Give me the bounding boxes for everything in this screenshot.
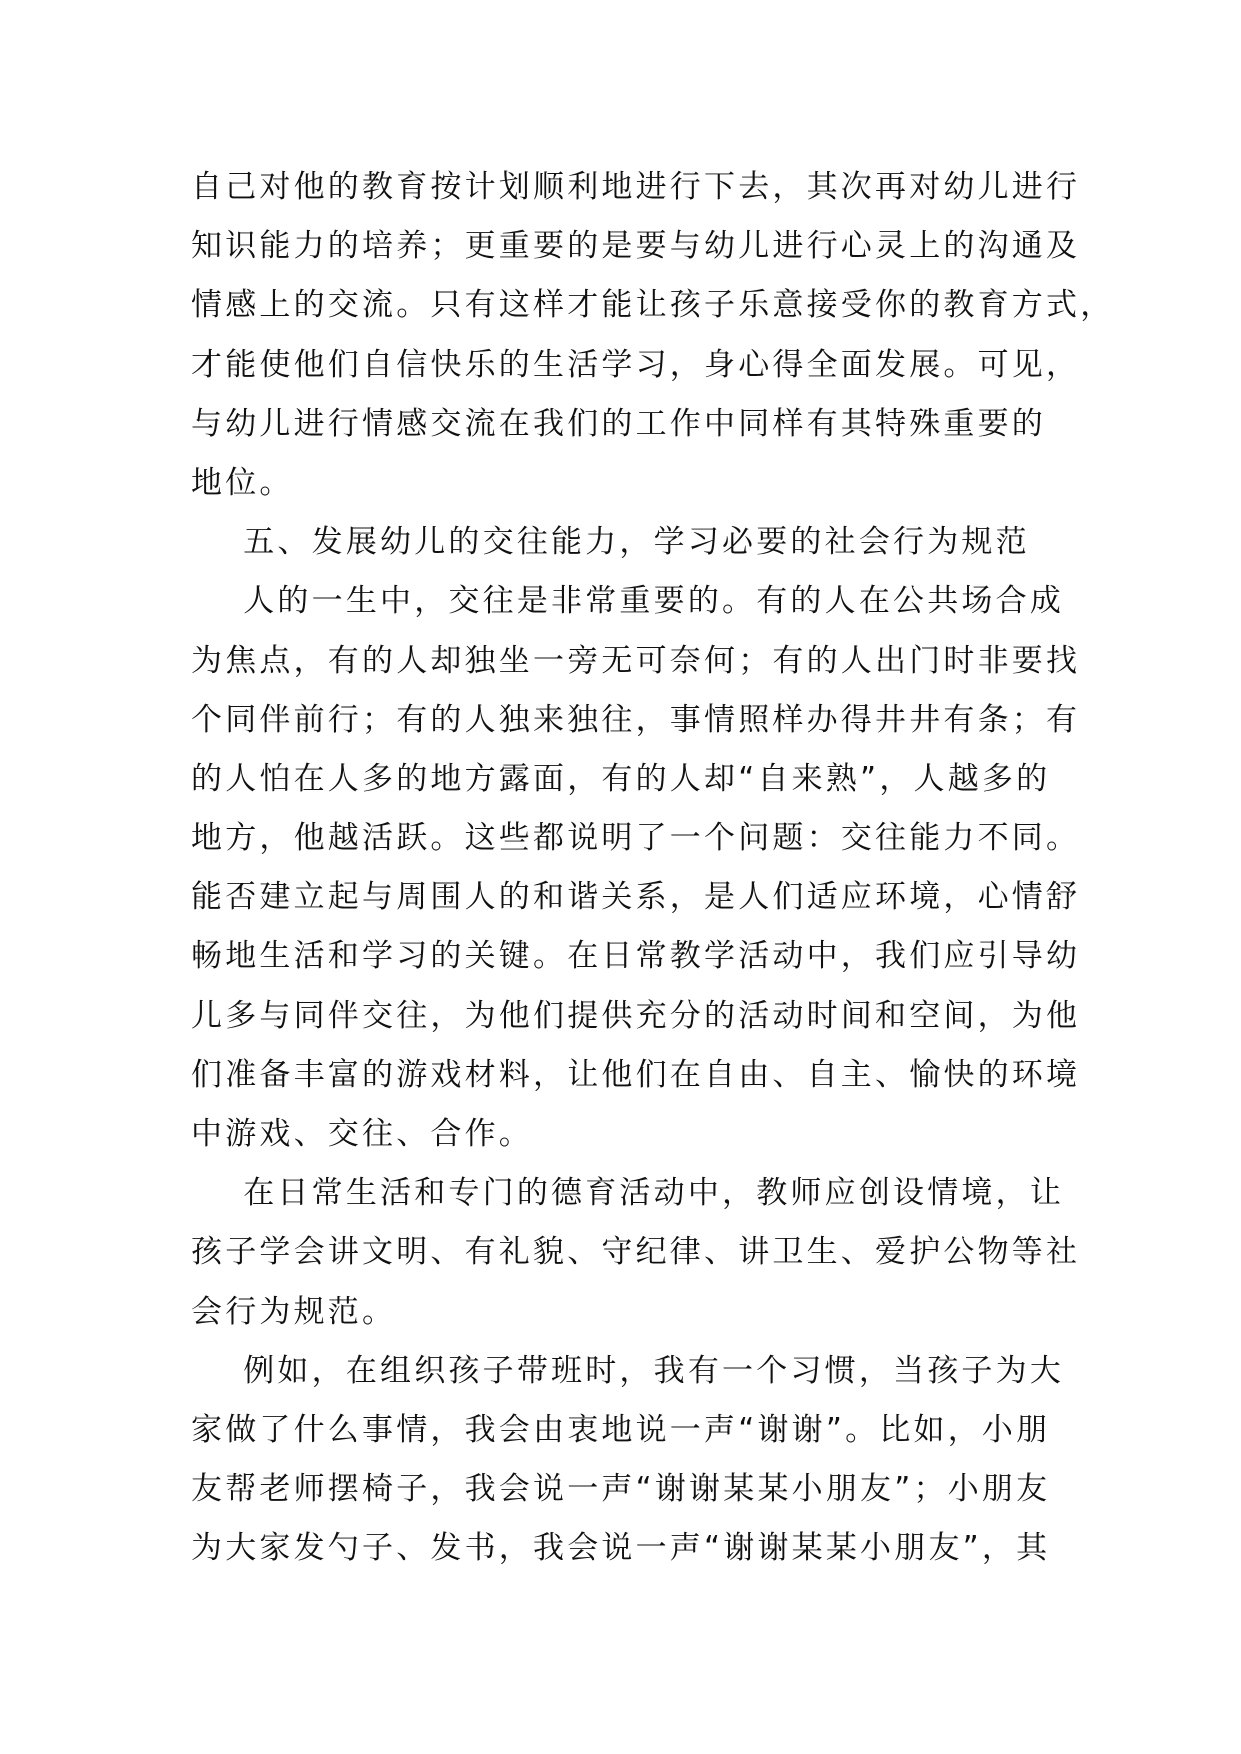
text-line: 个同伴前行；有的人独来独往，事情照样办得井井有条；有 — [191, 701, 1081, 738]
text-line: 会行为规范。 — [191, 1293, 397, 1330]
text-line: 友帮老师摆椅子，我会说一声“谢谢某某小朋友”；小朋友 — [191, 1471, 1051, 1508]
text-line: 为焦点，有的人却独坐一旁无可奈何；有的人出门时非要找 — [191, 642, 1081, 679]
text-line: 自己对他的教育按计划顺利地进行下去，其次再对幼儿进行 — [191, 169, 1081, 205]
text-line: 才能使他们自信快乐的生活学习，身心得全面发展。可见， — [191, 346, 1081, 383]
text-line: 在日常生活和专门的德育活动中，教师应创设情境，让 — [191, 1175, 1065, 1212]
text-line: 的人怕在人多的地方露面，有的人却“自来熟”，人越多的 — [191, 760, 1051, 797]
text-line: 畅地生活和学习的关键。在日常教学活动中，我们应引导幼 — [191, 938, 1081, 975]
body-text — [191, 158, 1115, 1579]
section-heading: 五、发展幼儿的交往能力，学习必要的社会行为规范 — [191, 524, 1030, 561]
text-line: 孩子学会讲文明、有礼貌、守纪律、讲卫生、爱护公物等社 — [191, 1234, 1081, 1271]
text-line: 人的一生中，交往是非常重要的。有的人在公共场合成 — [191, 583, 1065, 620]
text-line: 地方，他越活跃。这些都说明了一个问题：交往能力不同。 — [191, 820, 1081, 857]
text-line: 儿多与同伴交往，为他们提供充分的活动时间和空间，为他 — [191, 997, 1081, 1034]
text-line: 知识能力的培养；更重要的是要与幼儿进行心灵上的沟通及 — [191, 228, 1081, 265]
text-line: 情感上的交流。只有这样才能让孩子乐意接受你的教育方式， — [191, 287, 1115, 324]
text-line: 们准备丰富的游戏材料，让他们在自由、自主、愉快的环境 — [191, 1056, 1081, 1093]
text-line: 为大家发勺子、发书，我会说一声“谢谢某某小朋友”，其 — [191, 1530, 1051, 1567]
text-line: 例如，在组织孩子带班时，我有一个习惯，当孩子为大 — [191, 1352, 1065, 1389]
text-line: 中游戏、交往、合作。 — [191, 1116, 533, 1152]
text-line: 能否建立起与周围人的和谐关系，是人们适应环境，心情舒 — [191, 879, 1081, 916]
text-line: 家做了什么事情，我会由衷地说一声“谢谢”。比如，小朋 — [191, 1411, 1051, 1448]
text-line: 地位。 — [191, 464, 294, 501]
text-line: 与幼儿进行情感交流在我们的工作中同样有其特殊重要的 — [191, 405, 1046, 442]
